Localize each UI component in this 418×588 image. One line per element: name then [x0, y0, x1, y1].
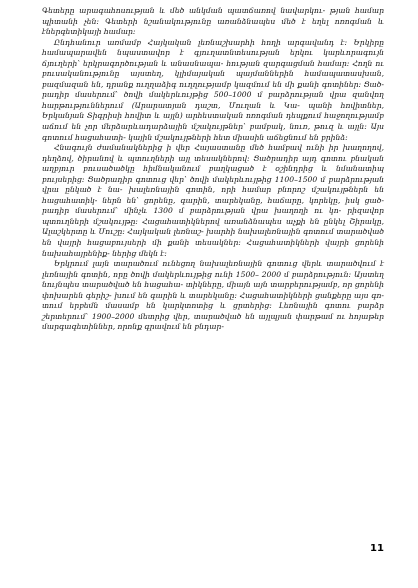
paragraph: Երկրում լայն տարածում ունեցող նախալեռնային գոտուց վերև տարածվում է լեռնային գոտին, որը ծովի մակերևույթից ունի 1500– 2000 մ բարձրություն: Այստեղ նույնպես տարածված են հացահա- տիկները, միայն այն տարբերությամբ, որ ցորենի փոխարեն գերիշ- խում են գարին և տարեկանը: Հացահատիկների ցանքերը այս գո- տում երբեմն մասամբ են կարկտոտից և ցրտերից: Լեռնային գոտու բարձր շերտերում՝ 1900–2000 մետրից վեր, տարածված են այլպյան փարթամ ու հոյաթեր մարգագետիններ, որոնք գրավում են բնդար-: [42, 259, 384, 332]
paragraph: Ընդհանուր առմամբ Հայկական լեռնաշխարհի հողի արգավանդ է: Երկիրը համապարավեն նպաստավոր է գյուղատնտեսության երկու կարևորագույն ճյուղերի՝ երկրագործության և անասնապա- հության զարգացման համար: Հողն ու բուսականությունը այստեղ, կլիմայական պայմաններին համապատասխան, բազմազան են, դրանք ուղղաձիգ ուղղությամբ կազմում են մի քանի գոտիներ: Ցած- րադիր մասերում՝ ծովի մակերևույթից 500–1000 մ բարձրության վրա զանվող հարթություններում (Արարատյան դաշտ, Մուղան և Կա- պանի հովիտներ, Երկանյան Տիգրիսի հովիտ և այլն) արհեստական ոռոգման դեպքում հաջողությամբ աճում են չոր մերձարևադարձային մշակույթներ՝ բամբակ, նուռ, թուզ և այլն: Այս գոտում հացահատի- կային մշակույթների հետ միասին աճեցնում են բրինձ:: [42, 37, 384, 142]
body-text: [42, 6, 384, 333]
paragraph: Գետերը արագահոսության և մեծ անկման պատճառով նավարկու- թյան համար պիտանի չեն: Գետերի նշանակությունը առանձնապես մեծ է եղել ոռոգման և էներգետիկայի համար:: [42, 6, 384, 37]
paragraph: Հնագույն ժամանակներից ի վեր Հայաստանը մեծ համբավ ունի իր խաղողով, դեղձով, ծիրանով և պտուղների այլ տեսակներով: Ցածրադիր այդ գոտու բնական աղբյուր բուսածածկը հիմնականում բաղկացած է օշինդրից և նմանատիպ բույսերից: Ցածրադիր գոտուց վեր՝ ծովի մակերևույթից 1100–1500 մ բարձրության վրա ընկած է նա- խալեռնային գոտին, որի համար բնորոշ մշակույթներն են հացահատիկ- ներն են՝ ցորենը, գարին, տարեկանը, հաճարը, կորեկը, իսկ ցած- րադիր մասերում՝ մինչև 1300 մ բարձրության վրա խաղողի ու կո- րիզավոր պտուղների մշակույթը: Հացահատիկներով առանձնապես աչքի են ընկել Շիրակը, Ալաշկերտը և Մուշը: Հայկական լեռնաշ- խարհի նախալեռնային գոտում տարածված են վայրի հացաբույսերի մի քանի տեսակներ: Հացահատիկների վայրի ցորենի նախահայրենիք- ներից մեկն է:: [42, 143, 384, 258]
page-number: 11: [370, 543, 384, 554]
